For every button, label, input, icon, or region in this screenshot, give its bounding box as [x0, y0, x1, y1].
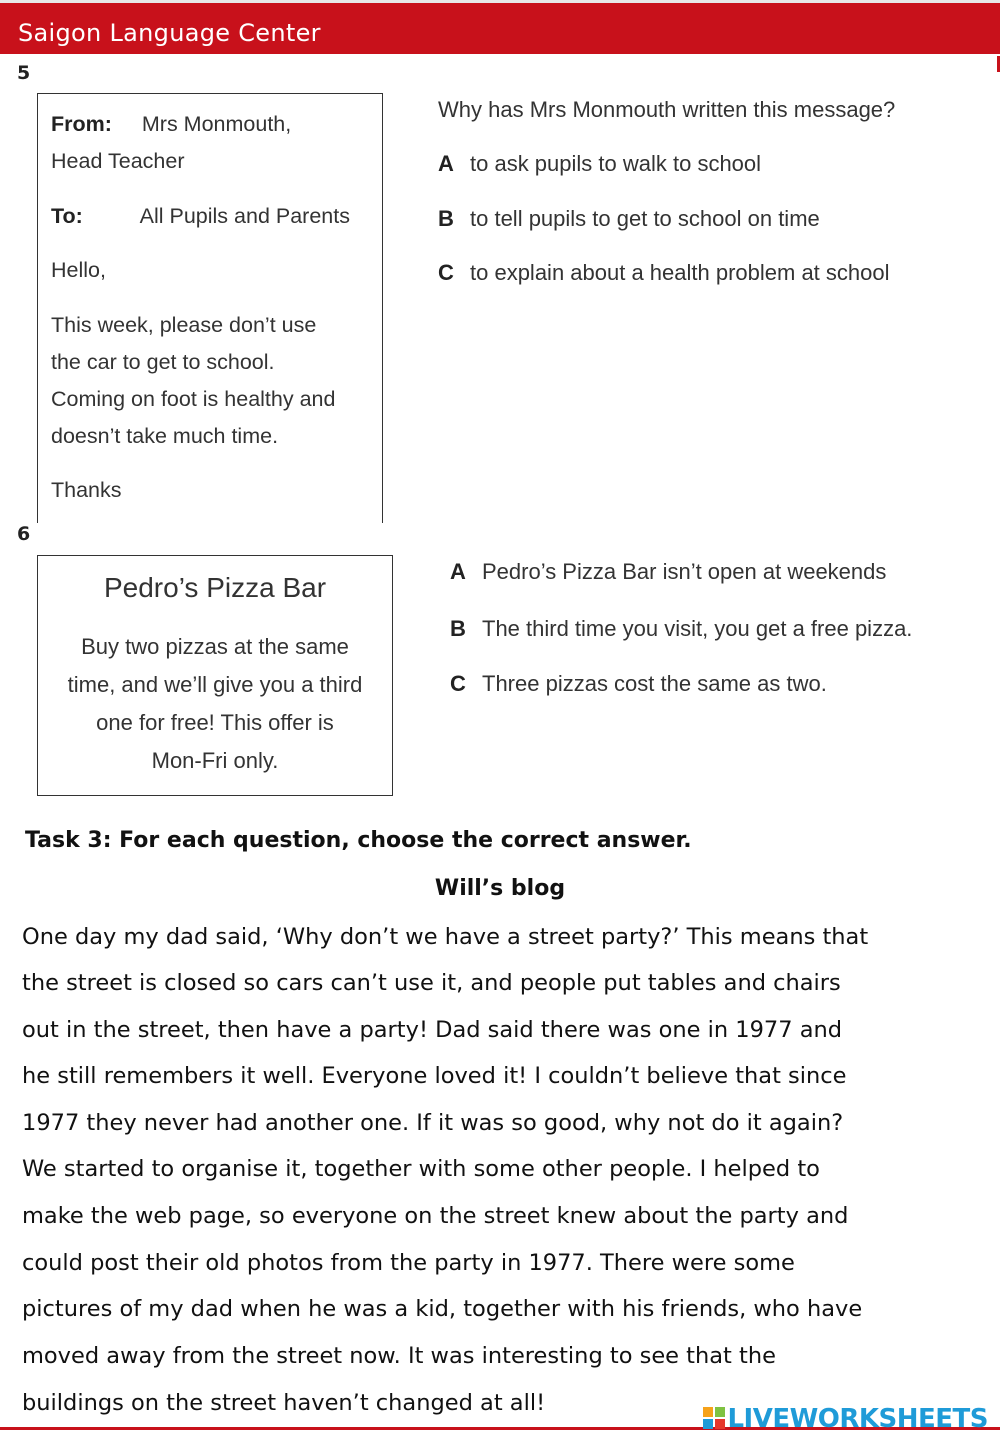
notice-body-line: Coming on foot is healthy and: [51, 387, 336, 411]
question-5-option-c[interactable]: C to explain about a health problem at school: [438, 260, 890, 285]
notice-body-line: This week, please don’t use: [51, 313, 317, 337]
notice-box-5: [37, 93, 383, 523]
header-title: Saigon Language Center: [18, 19, 321, 47]
header-bar: [0, 0, 1000, 54]
pizza-notice-line: Mon-Fri only.: [151, 748, 279, 773]
pizza-notice-title: Pedro’s Pizza Bar: [103, 572, 327, 603]
pizza-notice-line: time, and we’ll give you a third: [67, 672, 363, 697]
blog-line: out in the street, then have a party! Dad said there was one in 1977 and: [22, 1017, 843, 1043]
question-6-option-b[interactable]: B The third time you visit, you get a free pizza.: [450, 616, 913, 641]
question-6-option-a[interactable]: A Pedro’s Pizza Bar isn’t open at weekends: [450, 559, 887, 584]
question-6-number: 6: [17, 523, 31, 545]
from-label: From:: [51, 112, 112, 136]
blog-line: could post their old photos from the party in 1977. There were some: [22, 1250, 795, 1276]
notice-box-6: [37, 555, 393, 796]
notice-body-line: doesn’t take much time.: [51, 424, 279, 448]
logo-text: LIVEWORKSHEETS: [727, 1404, 988, 1434]
question-6-option-c[interactable]: C Three pizzas cost the same as two.: [450, 671, 827, 696]
from-value: Mrs Monmouth,: [141, 112, 292, 136]
liveworksheets-logo-icon: [703, 1407, 725, 1429]
blog-line: We started to organise it, together with some other people. I helped to: [22, 1156, 820, 1182]
question-5-text: Why has Mrs Monmouth written this message?: [438, 97, 896, 122]
blog-line: he still remembers it well. Everyone loved it! I couldn’t believe that since: [22, 1063, 847, 1089]
question-5-option-b[interactable]: B to tell pupils to get to school on time: [438, 206, 820, 231]
from-role: Head Teacher: [51, 149, 185, 173]
notice-closing: Thanks: [51, 478, 122, 502]
question-5-option-a[interactable]: A to ask pupils to walk to school: [438, 151, 762, 176]
blog-line: moved away from the street now. It was interesting to see that the: [22, 1343, 776, 1369]
to-label: To:: [51, 204, 83, 228]
pizza-notice-line: Buy two pizzas at the same: [81, 634, 349, 659]
liveworksheets-logo[interactable]: [703, 1404, 988, 1434]
blog-line: 1977 they never had another one. If it was so good, why not do it again?: [22, 1110, 844, 1136]
to-value: All Pupils and Parents: [139, 204, 350, 228]
notice-body-line: the car to get to school.: [51, 350, 275, 374]
blog-line: pictures of my dad when he was a kid, together with his friends, who have: [22, 1296, 863, 1322]
blog-line: the street is closed so cars can’t use it, and people put tables and chairs: [22, 970, 841, 996]
pizza-notice-line: one for free! This offer is: [96, 710, 334, 735]
question-5-number: 5: [17, 62, 31, 84]
blog-line: buildings on the street haven’t changed at all!: [22, 1390, 546, 1416]
task-3-title: Task 3: For each question, choose the correct answer.: [25, 828, 692, 853]
blog-line: One day my dad said, ‘Why don’t we have a street party?’ This means that: [22, 924, 869, 950]
greeting: Hello,: [51, 258, 106, 282]
blog-line: make the web page, so everyone on the street knew about the party and: [22, 1203, 849, 1229]
blog-title: Will’s blog: [434, 876, 566, 901]
